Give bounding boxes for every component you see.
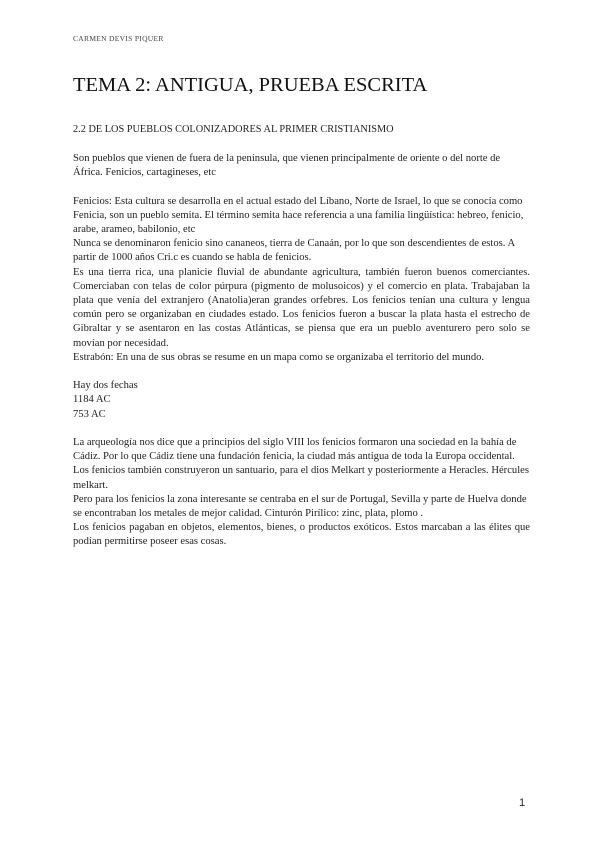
date-item: 753 AC xyxy=(73,408,106,420)
paragraph-intro: Son pueblos que vienen de fuera de la península, que vienen principalmente de oriente o del norte de África. Fenicios, cartagineses, etc xyxy=(73,153,501,179)
document-body xyxy=(73,152,530,550)
section-heading: 2.2 DE LOS PUEBLOS COLONIZADORES AL PRIMER CRISTIANISMO xyxy=(73,124,394,135)
paragraph-portugal: Pero para los fenicios la zona interesante se centraba en el sur de Portugal, Sevilla y parte de Huelva donde se encontraban los metales de mejor calidad. Cinturón Pirílico: zinc, plata, plomo . xyxy=(73,493,527,520)
dates-label: Hay dos fechas xyxy=(73,380,138,392)
paragraph-fenicios-commerce: Es una tierra rica, una planicie fluvial de abundante agricultura, también fueron buenos comerciantes. Comerciaban con telas de color púrpura (pigmento de molusoicos) y el comercio en plata. Trabajaban la plata que venía del extranjero (Anatolia)eran grandes orfebres. Los fenicios tenían una cultura y lengua común pero se organizaban en ciudades estado. Los fenicios fueron a buscar la plata hasta el estrecho de Gibraltar y se asentaron en las costas Atlánticas, se piensa que era un pueblo aventurero pero solo se movían por necesidad. xyxy=(73,266,530,349)
paragraph-pagos: Los fenicios pagaban en objetos, elementos, bienes, o productos exóticos. Estos marcaban a las élites que podían permitirse poseer esas cosas. xyxy=(73,522,530,548)
paragraph-estrabon: Estrabón: En una de sus obras se resume en un mapa como se organizaba el territorio del mundo. xyxy=(73,351,485,363)
paragraph-fenicios-canaan: Nunca se denominaron fenicio sino cananeos, tierra de Canaán, por lo que son descendientes de estos. A partir de 1000 años Cri.c es cuando se habla de fenicios. xyxy=(73,238,515,264)
page-number: 1 xyxy=(519,797,526,809)
date-item: 1184 AC xyxy=(73,394,111,406)
page-title: TEMA 2: ANTIGUA, PRUEBA ESCRITA xyxy=(73,74,428,96)
paragraph-fenicios-origin: Fenicios: Esta cultura se desarrolla en el actual estado del Líbano, Norte de Israel, lo que se conocía como Fenicia, son un pueblo semita. El término semita hace referencia a una familia lingüística: hebreo, fenicio, arabe, arameo, babilonio, etc xyxy=(73,195,524,235)
paragraph-arqueologia: La arqueología nos dice que a principios del siglo VIII los fenicios formaron una sociedad en la bahía de Cádiz. Por lo que Cádiz tiene una fundación fenicia, la ciudad más antigua de toda la Europa occidental. Los fenicios también construyeron un santuario, para el dios Melkart y posteriormente a Heracles. Hércules melkart. xyxy=(73,437,529,491)
page-header-author: CARMEN DEVIS PIQUER xyxy=(73,34,164,43)
